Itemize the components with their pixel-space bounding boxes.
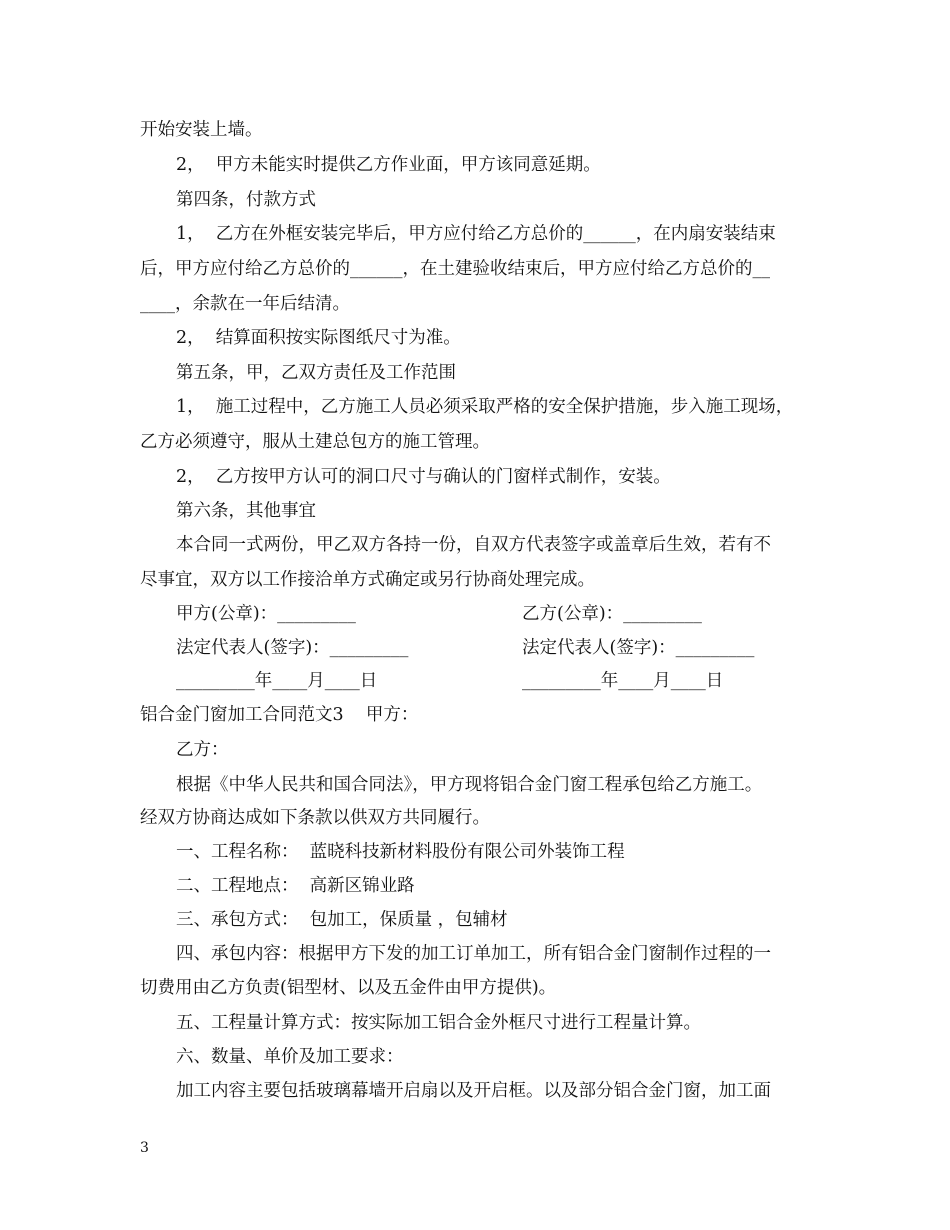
paragraph-line: 2， 乙方按甲方认可的洞口尺寸与确认的门窗样式制作，安装。 — [176, 467, 671, 487]
clause-item: 五、工程量计算方式：按实际加工铝合金外框尺寸进行工程量计算。 — [176, 1013, 701, 1033]
paragraph-line: 1， 施工过程中，乙方施工人员必须采取严格的安全保护措施，步入施工现场， — [176, 397, 794, 417]
party-b-date: _________年____月____日 — [522, 671, 724, 691]
paragraph-line: 乙方必须遵守，服从土建总包方的施工管理。 — [140, 432, 490, 452]
party-b-representative: 法定代表人(签字)：_________ — [522, 638, 755, 658]
paragraph-line: 尽事宜，双方以工作接洽单方式确定或另行协商处理完成。 — [140, 570, 595, 590]
page-number: 3 — [140, 1140, 149, 1156]
document-title: 铝合金门窗加工合同范文3 甲方： — [140, 705, 419, 725]
party-b-seal: 乙方(公章)：_________ — [522, 604, 702, 624]
clause-item: 二、工程地点： 高新区锦业路 — [176, 876, 415, 896]
paragraph-line: 加工内容主要包括玻璃幕墙开启扇以及开启框。以及部分铝合金门窗，加工面 — [176, 1081, 771, 1101]
party-a-seal: 甲方(公章)：_________ — [176, 604, 356, 624]
section-heading: 第五条，甲，乙双方责任及工作范围 — [176, 363, 456, 383]
clause-item: 三、承包方式： 包加工，保质量 ，包辅材 — [176, 910, 508, 930]
paragraph-line: 经双方协商达成如下条款以供双方共同履行。 — [140, 808, 490, 828]
paragraph-line: 乙方： — [176, 740, 229, 760]
paragraph-line: 后，甲方应付给乙方总价的______，在土建验收结束后，甲方应付给乙方总价的__ — [140, 259, 770, 279]
clause-item: 六、数量、单价及加工要求： — [176, 1047, 404, 1067]
clause-item: 一、工程名称： 蓝晓科技新材料股份有限公司外装饰工程 — [176, 842, 625, 862]
paragraph-line: 开始安装上墙。 — [140, 120, 263, 140]
paragraph-line: 2， 甲方未能实时提供乙方作业面，甲方该同意延期。 — [176, 155, 601, 175]
clause-item: 四、承包内容：根据甲方下发的加工订单加工，所有铝合金门窗制作过程的一 — [176, 944, 771, 964]
paragraph-line: 本合同一式两份，甲乙双方各持一份，自双方代表签字或盖章后生效，若有不 — [176, 535, 771, 555]
paragraph-line: ____，余款在一年后结清。 — [140, 294, 350, 314]
paragraph-line: 根据《中华人民共和国合同法》，甲方现将铝合金门窗工程承包给乙方施工。 — [176, 775, 763, 795]
paragraph-line: 2， 结算面积按实际图纸尺寸为准。 — [176, 328, 461, 348]
section-heading: 第六条，其他事宜 — [176, 501, 316, 521]
party-a-representative: 法定代表人(签字)：_________ — [176, 638, 409, 658]
section-heading: 第四条，付款方式 — [176, 190, 316, 210]
paragraph-line: 切费用由乙方负责(铝型材、以及五金件由甲方提供)。 — [140, 978, 557, 998]
paragraph-line: 1， 乙方在外框安装完毕后，甲方应付给乙方总价的______，在内扇安装结束 — [176, 224, 776, 244]
party-a-date: _________年____月____日 — [176, 671, 378, 691]
